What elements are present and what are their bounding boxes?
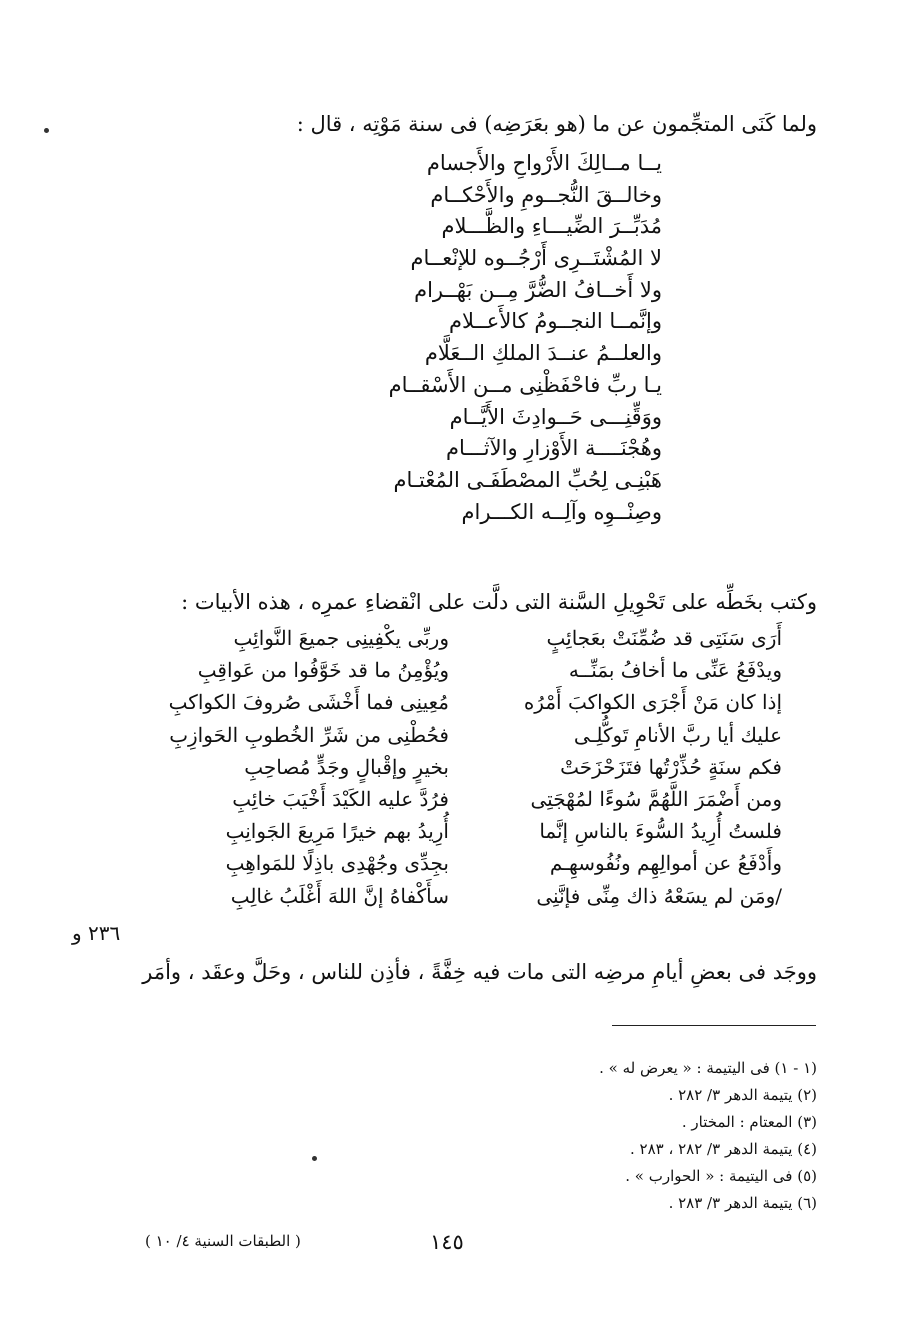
poem1-line: يــا مــالِكَ الأَرْواحِ والأَجسام xyxy=(426,151,662,175)
hemistich-first: /ومَن لم يسَعْهُ ذاك مِنِّى فإنَّنِى xyxy=(536,883,782,908)
poem1-line: لا المُشْتَــرِى أَرْجُــوه للإنْعــام xyxy=(410,246,662,271)
hemistich-first: فلستُ أُرِيدُ السُّوءَ بالناسِ إنَّما xyxy=(539,819,782,844)
poem1-line: يـا ربِّ فاحْفَظْنِى مــن الأَسْقــام xyxy=(388,372,662,397)
poem1-line: ولا أَخــافُ الضُّرَّ مِــن بَهْــرام xyxy=(414,277,662,302)
poem1-line: وإنَّمــا النجــومُ كالأَعــلام xyxy=(448,309,662,334)
hemistich-first: وأَدْفَعُ عن أموالِهِم ونُفُوسهِـم xyxy=(549,851,782,876)
footnote: (٤) يتيمة الدهر ٣/ ٢٨٢ ، ٢٨٣ . xyxy=(630,1140,817,1158)
footnote: (٢) يتيمة الدهر ٣/ ٢٨٢ . xyxy=(668,1086,817,1104)
footnote-divider xyxy=(612,1025,816,1026)
footnote: (١ - ١) فى اليتيمة : « يعرض له » . xyxy=(599,1059,817,1077)
hemistich-first: أَرَى سَنَتِى قد ضُمِّنَتْ بعَجائِبٍ xyxy=(546,626,782,650)
page-number: ١٤٥ xyxy=(430,1230,464,1254)
hemistich-second: فرُدَّ عليه الكَيْدَ أَخْيَبَ خائِبِ xyxy=(232,786,449,811)
poem1-line: ووَقِّنِـــى حَــوادِثَ الأَيَّــام xyxy=(449,404,662,429)
verse-row xyxy=(150,880,782,912)
hemistich-first: ويدْفَعُ عَنِّى ما أخافُ بمَنِّــه xyxy=(568,658,782,683)
hemistich-second: مُعِينِى فما أَخْشَى صُروفَ الكواكبِ xyxy=(168,690,449,715)
verse-row xyxy=(150,719,782,751)
hemistich-second: أُرِيدُ بهم خيرًا مَرِيعَ الجَوانِبِ xyxy=(225,819,449,844)
hemistich-first: فكم سنَةٍ حُذِّرْتُها فتَزَحْزَحَتْ xyxy=(560,754,782,779)
verse-row xyxy=(150,815,782,847)
speck-mark xyxy=(44,128,49,133)
poem1-line: وهُجْنَــــة الأَوْزارِ والآثـــام xyxy=(445,436,662,461)
footnotes xyxy=(397,1055,817,1217)
footnote: (٦) يتيمة الدهر ٣/ ٢٨٣ . xyxy=(668,1194,817,1212)
signature-mark: ( الطبقات السنية ٤/ ١٠ ) xyxy=(145,1232,301,1250)
verse-row xyxy=(150,751,782,783)
hemistich-first: إذا كان مَنْ أَجْرَى الكواكبَ أَمْرُه xyxy=(523,690,782,715)
verse-row xyxy=(150,686,782,718)
poem-two-hemistich xyxy=(150,622,782,912)
verse-row xyxy=(150,622,782,654)
hemistich-second: بجِدِّى وجُهْدِى باذِلًا للمَواهِبِ xyxy=(225,851,449,876)
speck-mark xyxy=(312,1156,317,1161)
poem1-line: وصِنْــوِه وآلِــه الكـــرام xyxy=(461,499,662,524)
verse-row xyxy=(150,847,782,879)
hemistich-second: سأَكْفاهُ إنَّ اللهَ أَغْلَبُ غالِبِ xyxy=(230,883,449,908)
hemistich-second: ويُؤْمِنُ ما قد خَوَّفُوا من عَواقِبِ xyxy=(197,658,449,683)
poem1-line: والعلــمُ عنــدَ الملكِ الــعَلَّام xyxy=(424,341,662,366)
manuscript-folio-marker: ٢٣٦ و xyxy=(72,921,121,945)
poem1-line: وخالــقَ النُّجــومِ والأَحْكــام xyxy=(430,182,662,207)
intro2-line: وكتب بخَطِّه على تَحْوِيلِ السَّنة التى دلَّت على انْقضاءِ عمرِه ، هذه الأبيات : xyxy=(181,590,817,614)
poem1-line: هَبْنِـى لِحُبِّ المصْطَفَـى المُعْتـام xyxy=(393,467,662,492)
hemistich-second: فحُطْنِى من شَرِّ الخُطوبِ الحَوازِبِ xyxy=(169,722,449,747)
verse-row xyxy=(150,783,782,815)
hemistich-first: ومن أَضْمَرَ اللَّهُمَّ سُوءًا لمُهْجَتِى xyxy=(530,786,782,811)
poem1-line: مُدَبِّــرَ الضِّيـــاءِ والظَّـــلام xyxy=(441,214,662,239)
hemistich-second: بخيرٍ وإقْبالٍ وجَدٍّ مُصاحِبِ xyxy=(244,754,449,779)
hemistich-second: وربِّى يكْفِينِى جميعَ النَّوائِبِ xyxy=(233,626,449,650)
verse-row xyxy=(150,654,782,686)
hemistich-first: عليك أيا ربَّ الأنامِ تَوكُّلِـى xyxy=(573,722,782,747)
footnote: (٣) المعتام : المختار . xyxy=(681,1113,817,1131)
intro-line: ولما كَنَى المتجِّمون عن ما (هو بعَرَضِه) فى سنة مَوْتِه ، قال : xyxy=(296,112,817,136)
footnote: (٥) فى اليتيمة : « الحوارب » . xyxy=(625,1167,817,1185)
final-line: ووجَد فى بعضِ أيامِ مرضِه التى مات فيه خِفَّةً ، فأذِن للناس ، وحَلَّ وعقَد ، وأمَر xyxy=(142,960,817,984)
poem-short-verses xyxy=(332,148,662,528)
